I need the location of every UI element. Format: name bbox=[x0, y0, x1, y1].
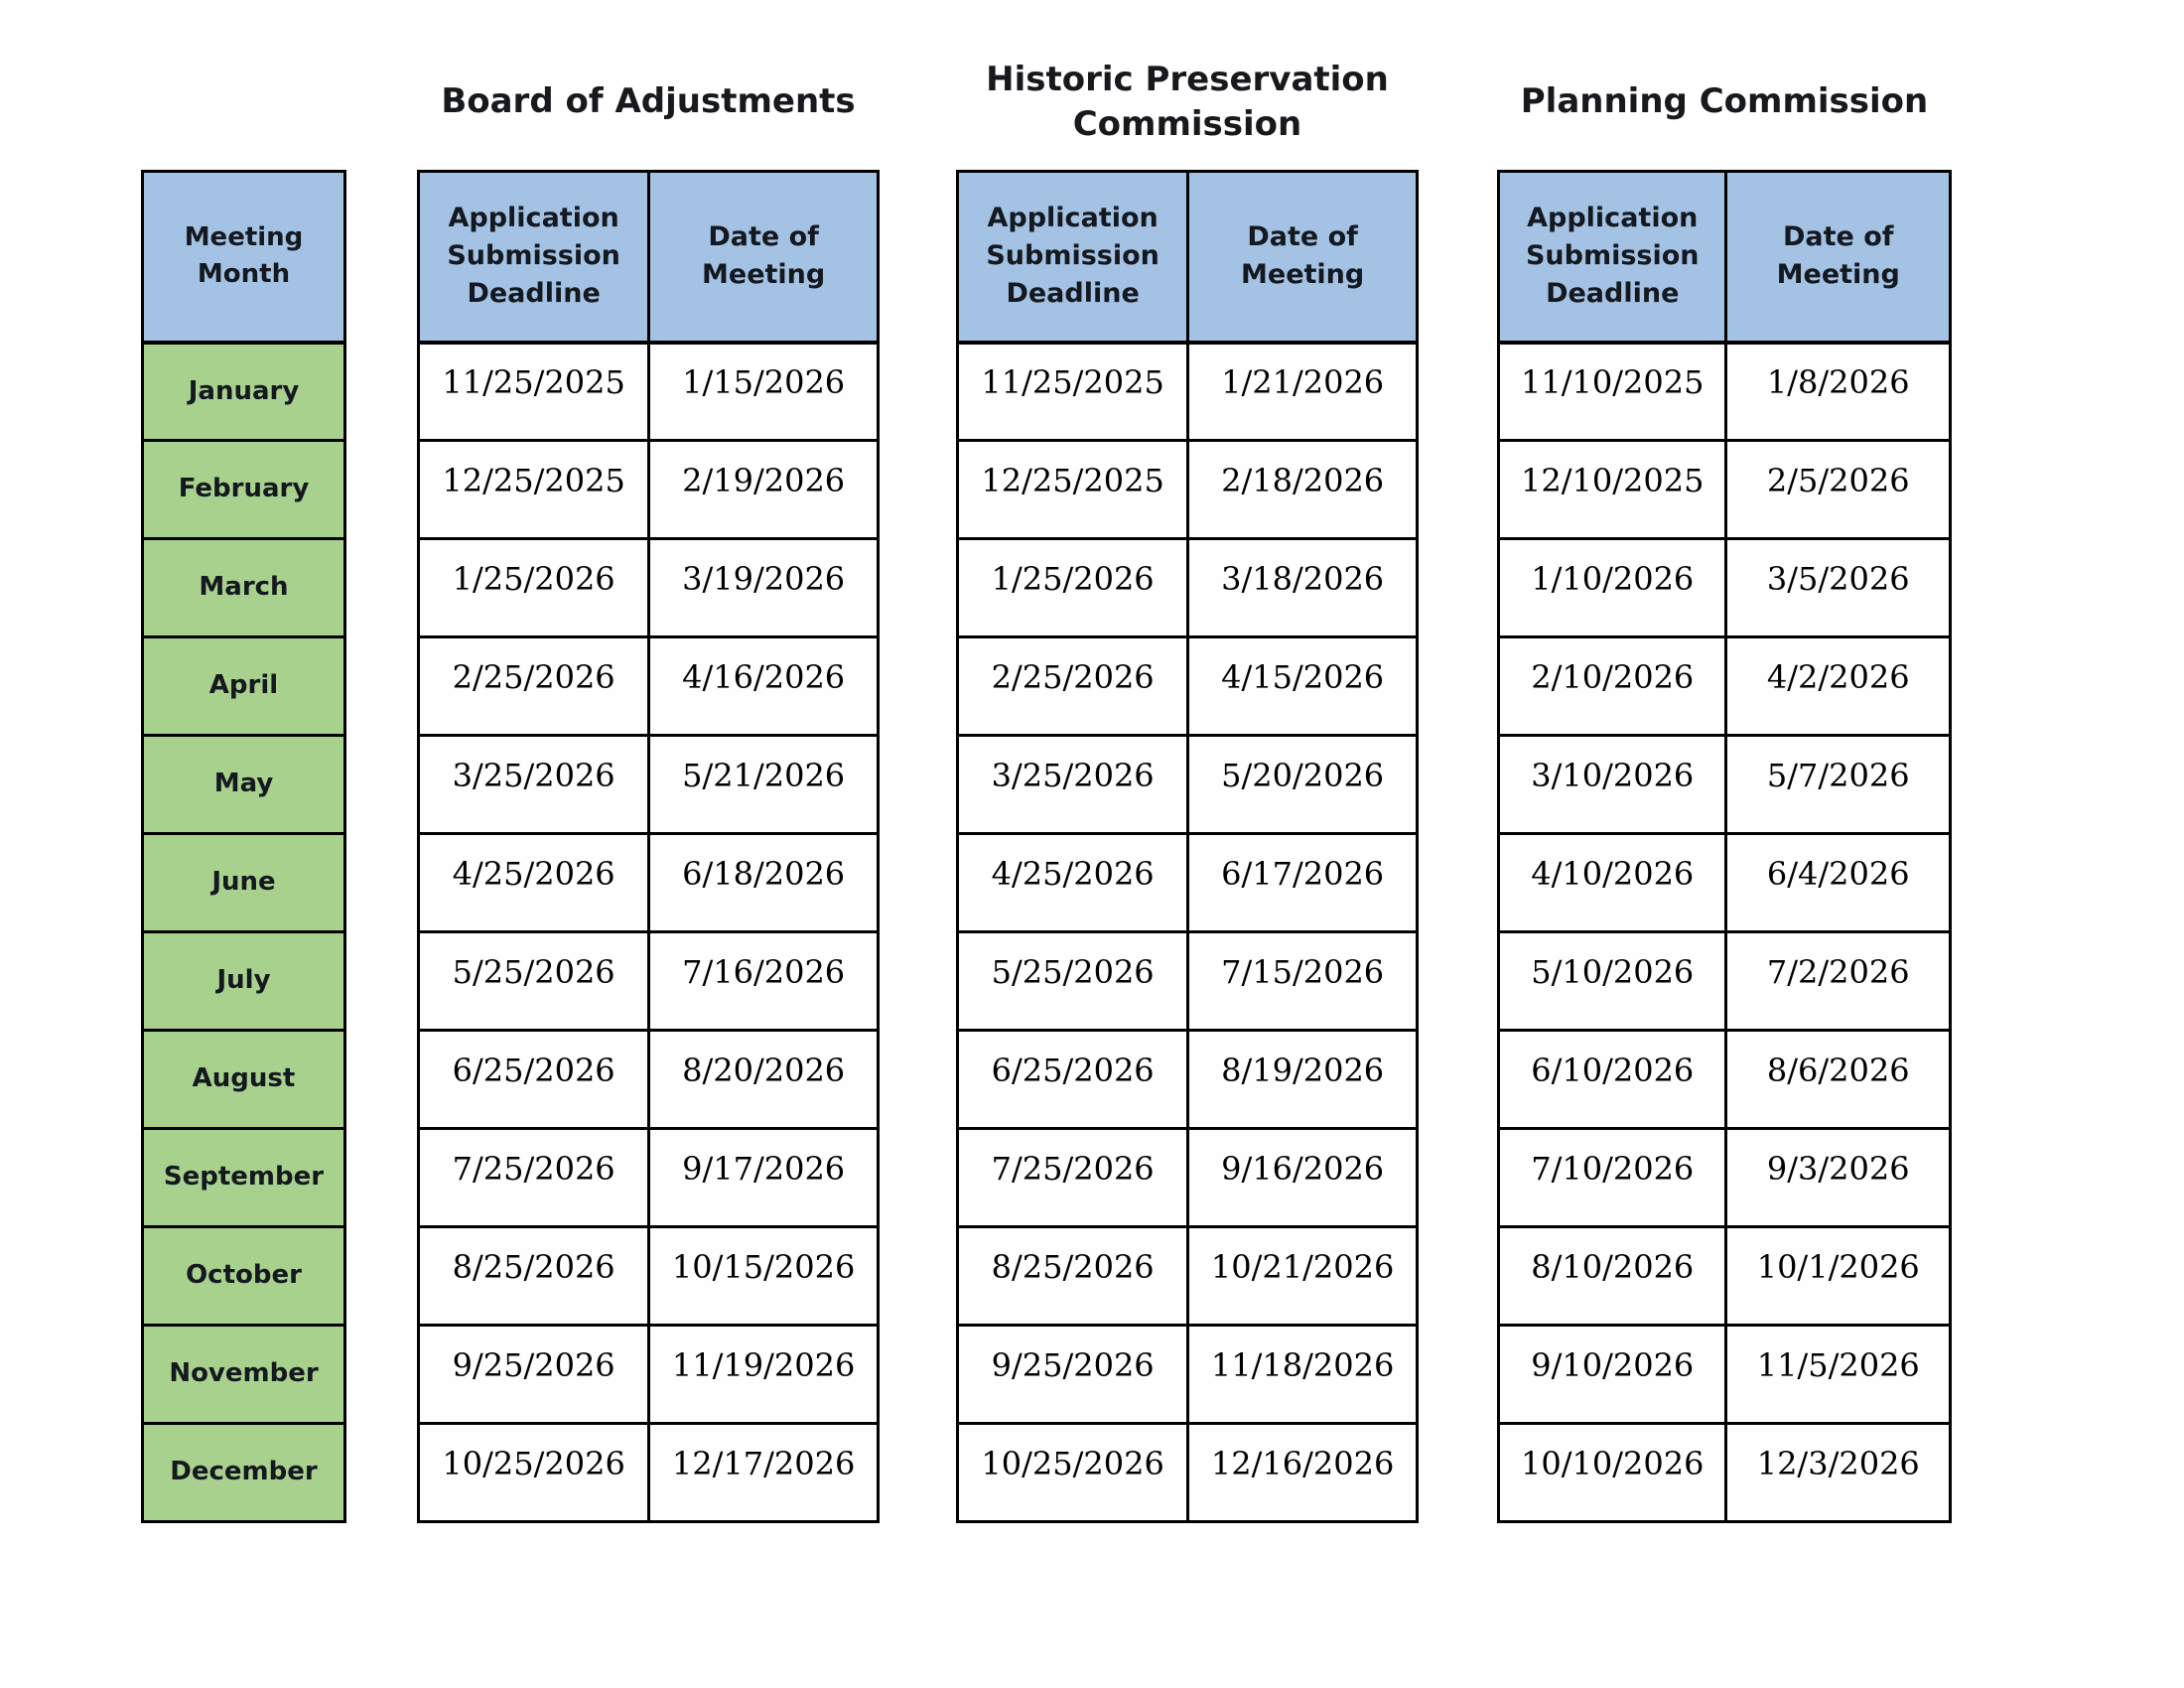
schedule-row bbox=[419, 932, 879, 1031]
schedule-row bbox=[419, 1424, 879, 1522]
month-cell: January bbox=[143, 343, 345, 441]
schedule-row bbox=[958, 637, 1418, 736]
commission-title: Historic Preservation Commission bbox=[986, 59, 1389, 144]
schedule-row bbox=[419, 1031, 879, 1129]
deadline-cell: 5/10/2026 bbox=[1499, 932, 1726, 1031]
deadline-cell: 3/25/2026 bbox=[958, 736, 1188, 834]
meeting-date-cell: 3/5/2026 bbox=[1726, 539, 1951, 637]
month-row bbox=[143, 736, 345, 834]
schedule-row bbox=[1499, 1424, 1951, 1522]
commission-section-historic-preservation bbox=[956, 40, 1419, 1523]
month-cell: March bbox=[143, 539, 345, 637]
schedule-row bbox=[1499, 637, 1951, 736]
deadline-cell: 2/25/2026 bbox=[419, 637, 649, 736]
deadline-cell: 12/10/2025 bbox=[1499, 441, 1726, 539]
meeting-date-cell: 10/1/2026 bbox=[1726, 1227, 1951, 1326]
meeting-date-cell: 12/16/2026 bbox=[1188, 1424, 1418, 1522]
month-row bbox=[143, 441, 345, 539]
schedule-row bbox=[958, 441, 1418, 539]
deadline-column-header: Application Submission Deadline bbox=[419, 172, 649, 343]
schedule-row bbox=[958, 932, 1418, 1031]
commission-table bbox=[1497, 170, 1952, 1523]
month-cell: April bbox=[143, 637, 345, 736]
meeting-month-table bbox=[141, 170, 346, 1523]
month-row bbox=[143, 834, 345, 932]
commission-section-planning bbox=[1497, 40, 1952, 1523]
deadline-cell: 10/10/2026 bbox=[1499, 1424, 1726, 1522]
schedule-row bbox=[1499, 834, 1951, 932]
deadline-cell: 7/10/2026 bbox=[1499, 1129, 1726, 1227]
schedule-row bbox=[419, 1129, 879, 1227]
meeting-date-cell: 7/16/2026 bbox=[649, 932, 879, 1031]
schedule-row bbox=[1499, 736, 1951, 834]
schedule-row bbox=[958, 1227, 1418, 1326]
schedule-row bbox=[419, 1227, 879, 1326]
meeting-date-cell: 8/20/2026 bbox=[649, 1031, 879, 1129]
schedule-row bbox=[419, 637, 879, 736]
meeting-date-cell: 6/4/2026 bbox=[1726, 834, 1951, 932]
meeting-date-cell: 3/18/2026 bbox=[1188, 539, 1418, 637]
deadline-cell: 12/25/2025 bbox=[419, 441, 649, 539]
schedule-row bbox=[958, 539, 1418, 637]
month-cell: December bbox=[143, 1424, 345, 1522]
schedule-row bbox=[958, 343, 1418, 441]
meeting-month-header: Meeting Month bbox=[143, 172, 345, 343]
deadline-cell: 8/25/2026 bbox=[419, 1227, 649, 1326]
schedule-row bbox=[958, 1326, 1418, 1424]
schedule-row bbox=[419, 1326, 879, 1424]
deadline-column-header: Application Submission Deadline bbox=[1499, 172, 1726, 343]
meeting-date-cell: 2/5/2026 bbox=[1726, 441, 1951, 539]
meeting-date-cell: 2/19/2026 bbox=[649, 441, 879, 539]
schedule-row bbox=[1499, 1326, 1951, 1424]
schedule-row bbox=[958, 1424, 1418, 1522]
deadline-cell: 4/25/2026 bbox=[419, 834, 649, 932]
deadline-cell: 3/25/2026 bbox=[419, 736, 649, 834]
schedule-row bbox=[958, 834, 1418, 932]
month-cell: September bbox=[143, 1129, 345, 1227]
meeting-date-cell: 10/21/2026 bbox=[1188, 1227, 1418, 1326]
month-row bbox=[143, 637, 345, 736]
schedule-row bbox=[419, 736, 879, 834]
meeting-date-column-header: Date of Meeting bbox=[649, 172, 879, 343]
deadline-cell: 2/10/2026 bbox=[1499, 637, 1726, 736]
meeting-date-cell: 5/7/2026 bbox=[1726, 736, 1951, 834]
schedule-row bbox=[1499, 1031, 1951, 1129]
deadline-cell: 1/10/2026 bbox=[1499, 539, 1726, 637]
deadline-cell: 8/25/2026 bbox=[958, 1227, 1188, 1326]
deadline-cell: 5/25/2026 bbox=[419, 932, 649, 1031]
commission-title: Planning Commission bbox=[1520, 81, 1929, 122]
meeting-date-cell: 4/15/2026 bbox=[1188, 637, 1418, 736]
month-row bbox=[143, 539, 345, 637]
meeting-date-cell: 9/3/2026 bbox=[1726, 1129, 1951, 1227]
meeting-date-cell: 10/15/2026 bbox=[649, 1227, 879, 1326]
meeting-date-cell: 7/15/2026 bbox=[1188, 932, 1418, 1031]
meeting-date-cell: 4/16/2026 bbox=[649, 637, 879, 736]
meeting-date-cell: 11/19/2026 bbox=[649, 1326, 879, 1424]
month-row bbox=[143, 1424, 345, 1522]
meeting-date-cell: 12/17/2026 bbox=[649, 1424, 879, 1522]
month-cell: October bbox=[143, 1227, 345, 1326]
meeting-date-cell: 1/21/2026 bbox=[1188, 343, 1418, 441]
deadline-cell: 11/25/2025 bbox=[419, 343, 649, 441]
month-row bbox=[143, 1129, 345, 1227]
deadline-cell: 9/25/2026 bbox=[958, 1326, 1188, 1424]
schedule-row bbox=[419, 539, 879, 637]
deadline-cell: 9/10/2026 bbox=[1499, 1326, 1726, 1424]
meeting-date-cell: 7/2/2026 bbox=[1726, 932, 1951, 1031]
schedule-row bbox=[1499, 343, 1951, 441]
schedule-row bbox=[1499, 539, 1951, 637]
deadline-cell: 11/25/2025 bbox=[958, 343, 1188, 441]
schedule-row bbox=[419, 834, 879, 932]
month-cell: June bbox=[143, 834, 345, 932]
deadline-cell: 6/25/2026 bbox=[958, 1031, 1188, 1129]
deadline-cell: 12/25/2025 bbox=[958, 441, 1188, 539]
deadline-cell: 8/10/2026 bbox=[1499, 1227, 1726, 1326]
month-row bbox=[143, 1227, 345, 1326]
deadline-cell: 7/25/2026 bbox=[958, 1129, 1188, 1227]
deadline-cell: 9/25/2026 bbox=[419, 1326, 649, 1424]
month-row bbox=[143, 1326, 345, 1424]
deadline-cell: 10/25/2026 bbox=[958, 1424, 1188, 1522]
schedule-row bbox=[958, 736, 1418, 834]
column-header-row bbox=[958, 172, 1418, 343]
deadline-cell: 5/25/2026 bbox=[958, 932, 1188, 1031]
month-cell: July bbox=[143, 932, 345, 1031]
meeting-date-cell: 6/18/2026 bbox=[649, 834, 879, 932]
month-header-row bbox=[143, 172, 345, 343]
meeting-date-cell: 9/16/2026 bbox=[1188, 1129, 1418, 1227]
commission-table bbox=[956, 170, 1419, 1523]
schedule-row bbox=[958, 1031, 1418, 1129]
meeting-date-cell: 11/18/2026 bbox=[1188, 1326, 1418, 1424]
schedule-row bbox=[958, 1129, 1418, 1227]
month-cell: February bbox=[143, 441, 345, 539]
meeting-date-cell: 9/17/2026 bbox=[649, 1129, 879, 1227]
deadline-column-header: Application Submission Deadline bbox=[958, 172, 1188, 343]
meeting-date-cell: 12/3/2026 bbox=[1726, 1424, 1951, 1522]
schedule-row bbox=[1499, 932, 1951, 1031]
schedule-row bbox=[419, 441, 879, 539]
month-cell: August bbox=[143, 1031, 345, 1129]
deadline-cell: 10/25/2026 bbox=[419, 1424, 649, 1522]
deadline-cell: 3/10/2026 bbox=[1499, 736, 1726, 834]
commission-table bbox=[417, 170, 880, 1523]
meeting-date-cell: 1/8/2026 bbox=[1726, 343, 1951, 441]
deadline-cell: 7/25/2026 bbox=[419, 1129, 649, 1227]
deadline-cell: 11/10/2025 bbox=[1499, 343, 1726, 441]
meeting-date-cell: 5/20/2026 bbox=[1188, 736, 1418, 834]
commission-section-board-of-adjustments bbox=[417, 40, 880, 1523]
month-row bbox=[143, 932, 345, 1031]
meeting-date-cell: 6/17/2026 bbox=[1188, 834, 1418, 932]
month-cell: November bbox=[143, 1326, 345, 1424]
month-row bbox=[143, 1031, 345, 1129]
deadline-cell: 1/25/2026 bbox=[958, 539, 1188, 637]
deadline-cell: 4/25/2026 bbox=[958, 834, 1188, 932]
schedule-row bbox=[1499, 1129, 1951, 1227]
column-header-row bbox=[419, 172, 879, 343]
meeting-date-cell: 8/19/2026 bbox=[1188, 1031, 1418, 1129]
schedule-row bbox=[419, 343, 879, 441]
schedule-row bbox=[1499, 441, 1951, 539]
schedule-row bbox=[1499, 1227, 1951, 1326]
meeting-date-cell: 8/6/2026 bbox=[1726, 1031, 1951, 1129]
commission-title: Board of Adjustments bbox=[441, 81, 856, 122]
meeting-date-cell: 11/5/2026 bbox=[1726, 1326, 1951, 1424]
meeting-date-cell: 5/21/2026 bbox=[649, 736, 879, 834]
deadline-cell: 6/10/2026 bbox=[1499, 1031, 1726, 1129]
deadline-cell: 4/10/2026 bbox=[1499, 834, 1726, 932]
column-header-row bbox=[1499, 172, 1951, 343]
month-cell: May bbox=[143, 736, 345, 834]
month-rows bbox=[143, 343, 345, 1522]
meeting-date-cell: 4/2/2026 bbox=[1726, 637, 1951, 736]
meeting-date-cell: 1/15/2026 bbox=[649, 343, 879, 441]
meeting-date-cell: 3/19/2026 bbox=[649, 539, 879, 637]
meeting-date-column-header: Date of Meeting bbox=[1726, 172, 1951, 343]
month-row bbox=[143, 343, 345, 441]
deadline-cell: 6/25/2026 bbox=[419, 1031, 649, 1129]
meeting-date-cell: 2/18/2026 bbox=[1188, 441, 1418, 539]
meeting-date-column-header: Date of Meeting bbox=[1188, 172, 1418, 343]
deadline-cell: 2/25/2026 bbox=[958, 637, 1188, 736]
deadline-cell: 1/25/2026 bbox=[419, 539, 649, 637]
